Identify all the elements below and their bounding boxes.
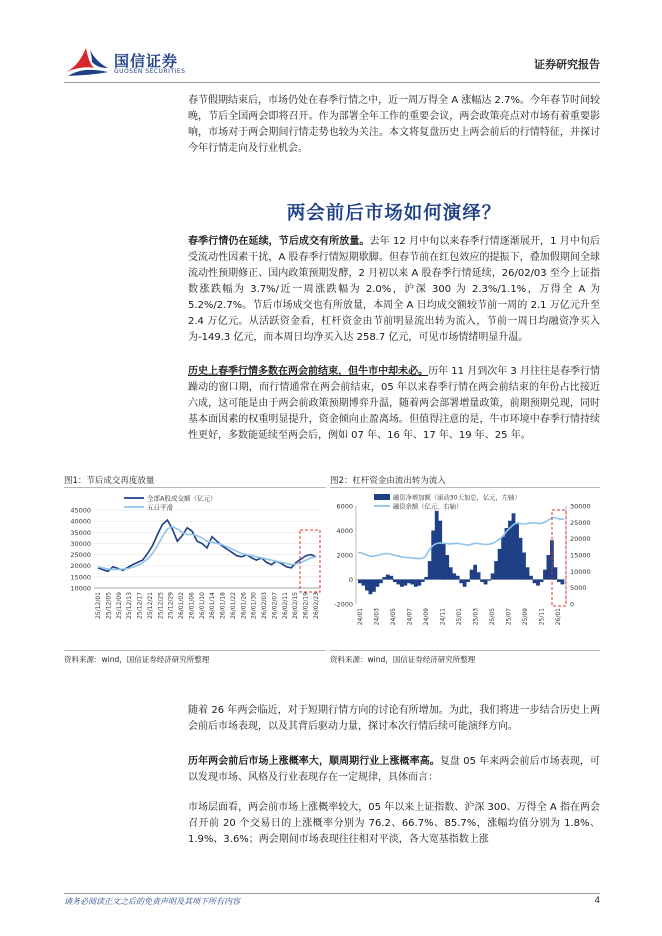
x-tick-label: 26/02/23 <box>313 592 320 619</box>
paragraph-market-level: 市场层面看，两会前市场上涨概率较大，05 年以来上证指数、沪深 300、万得全 A 指在两会召开前 20 个交易日的上涨概率分别为 76.2、66.7%、85.7%，涨幅均值分别为 1.8%、1.9%、3.6%；两会期间市场表现往往相对平淡，各大宽基指数上涨 <box>188 802 600 845</box>
y-tick-label: 20000 <box>70 562 91 571</box>
legend-label: 五日平滑 <box>147 503 173 512</box>
x-tick-label: 25/12/21 <box>146 592 154 619</box>
bar <box>417 580 421 586</box>
x-tick-label: 25/03 <box>472 608 480 626</box>
page-number: 4 <box>594 896 600 906</box>
bar <box>428 561 432 579</box>
chart-title: 图1：节后成交再度放量 <box>64 476 155 486</box>
x-tick-label: 26/01/18 <box>219 592 227 619</box>
bar <box>358 580 362 584</box>
bar <box>414 580 418 587</box>
y-tick-label: 10000 <box>70 584 91 593</box>
x-tick-label: 25/09 <box>522 608 529 626</box>
y-right-tick-label: 15000 <box>570 551 591 560</box>
bar <box>386 575 390 580</box>
bar <box>536 580 540 586</box>
margin-chart-plot <box>330 492 600 648</box>
bar <box>540 580 544 583</box>
bar <box>505 528 509 580</box>
bar <box>400 580 404 587</box>
legend-label: 融资净增加额（滚动30天加总，亿元，左轴） <box>393 494 521 502</box>
y-tick-label: 30000 <box>70 539 91 548</box>
legend-swatch <box>374 494 390 500</box>
bar <box>456 576 460 580</box>
y-tick-label: 40000 <box>70 517 91 526</box>
x-tick-label: 24/01 <box>357 608 364 626</box>
chart-title-divider <box>330 487 600 488</box>
x-tick-label: 25/12/05 <box>105 592 113 619</box>
bar <box>477 572 481 579</box>
bar <box>407 580 411 584</box>
bar <box>438 521 442 580</box>
chart-source: 资料来源：wind，国信证券经济研究所整理 <box>64 655 210 664</box>
y-tick-label: 15000 <box>70 573 91 582</box>
report-header <box>64 44 600 80</box>
chart-title-divider <box>64 487 326 488</box>
x-tick-label: 25/12/29 <box>167 592 175 619</box>
x-tick-label: 25/12/13 <box>126 592 134 619</box>
x-tick-label: 24/03 <box>373 608 381 626</box>
chart-source-divider <box>64 650 326 651</box>
bar <box>547 555 551 580</box>
y-right-tick-label: 30000 <box>570 502 591 511</box>
bar <box>452 573 456 579</box>
legend-label: 全部A股成交额（亿元） <box>147 494 217 503</box>
paragraph-body: 历年 11 月到次年 3 月往往是春季行情躁动的窗口期，而行情通常在两会前结束，05 年以来春季行情在两会前结束的年份占比接近六成，这可能是由于两会前政策预期博弈升温，随着两会部署增量政策，前期预期兑现，同时基本面因素的权重明显提升，资金倾向止盈离场。但值得注意的是，牛市环境中春季行情持续性更好，多数能延续至两会后，例如 07 年、16 年、17 年、19 年、25 年。 <box>188 366 600 441</box>
bar <box>362 580 366 586</box>
x-tick-label: 26/02/15 <box>292 592 300 619</box>
bar <box>421 580 425 583</box>
bar <box>522 553 526 580</box>
bar <box>396 580 400 585</box>
bar <box>515 523 519 579</box>
bar <box>533 580 537 584</box>
legend-label: 融资余额（亿元，右轴） <box>393 503 463 511</box>
bar <box>403 580 407 586</box>
y-right-tick-label: 10000 <box>570 567 591 576</box>
bar <box>382 577 386 580</box>
chart-turnover <box>64 470 326 670</box>
x-tick-label: 24/05 <box>390 608 397 626</box>
bar <box>410 580 414 585</box>
y-tick-label: 25000 <box>70 551 91 560</box>
x-tick-label: 26/02/03 <box>261 592 269 619</box>
y-right-tick-label: 20000 <box>570 535 591 544</box>
y-right-tick-label: 25000 <box>570 518 591 527</box>
paragraph-probability <box>188 754 600 786</box>
x-tick-label: 26/01/14 <box>209 592 217 619</box>
x-tick-label: 26/01/30 <box>250 592 258 619</box>
bar <box>484 580 488 585</box>
bar <box>431 531 435 580</box>
x-tick-label: 26/01/10 <box>198 592 206 619</box>
chart-source-divider <box>330 650 600 651</box>
logo-chinese-name: 国信证券 <box>114 52 179 70</box>
logo-english-name: GUOSEN SECURITIES <box>114 68 186 75</box>
bar <box>498 549 502 580</box>
bar <box>529 576 533 580</box>
bar <box>561 580 565 585</box>
x-tick-label: 25/12/01 <box>95 592 102 619</box>
y-right-tick-label: 0 <box>570 600 575 609</box>
x-tick-label: 26/01/06 <box>188 592 196 619</box>
x-tick-label: 26/01/02 <box>178 592 186 619</box>
x-tick-label: 26/02/07 <box>271 592 279 619</box>
bar <box>372 580 376 592</box>
footer-disclaimer: 请务必阅读正文之后的免责声明及其项下所有内容 <box>64 897 240 906</box>
series-line <box>358 517 564 558</box>
x-tick-label: 25/12/17 <box>136 592 144 619</box>
x-tick-label: 25/05 <box>489 608 496 626</box>
paragraph-body: 去年 12 月中旬以来春季行情逐渐展开，1 月中旬后受流动性因素干扰，A 股春季行情短期歇脚。但春节前在红包效应的提振下，叠加假期间全球流动性预期修正、国内政策预期发酵，2 月初以来 A 股春季行情延续，26/02/03 至今上证指数涨跌幅为 3.7%/近一周涨跌幅为 2.0%，沪深 300 为 2.3%/1.1%，万得全 A 为 5.2%/2.7%。节后市场成交也有所放量，本周全 A 日均成交额较节前一周的 2.1 万亿元升至 2.4 万亿元。从活跃资金看，杠杆资金由节前明显流出转为流入，节前一周日均融资净买入为-149.3 亿元，而本周日均净买入达 258.7 亿元，可见市场情绪明显升温。 <box>188 236 601 343</box>
bar <box>379 580 383 584</box>
guosen-logo-icon <box>64 44 110 80</box>
y-right-tick-label: 5000 <box>570 584 587 593</box>
bar <box>487 580 491 581</box>
x-tick-label: 25/12/25 <box>157 592 165 619</box>
bar <box>519 538 523 580</box>
footer-divider <box>64 893 600 894</box>
bar <box>473 565 477 580</box>
x-tick-label: 26/01/22 <box>229 592 237 619</box>
report-type-label: 证券研究报告 <box>534 58 600 71</box>
chart-source: 资料来源：wind，国信证券经济研究所整理 <box>330 655 476 664</box>
bar <box>554 567 558 579</box>
bar <box>445 555 449 580</box>
paragraph-body: 复盘 05 年来两会前后市场表现，可以发现市场、风格及行业表现存在一定规律，具体而言： <box>188 756 601 783</box>
x-tick-label: 25/07 <box>505 608 513 626</box>
y-left-tick-label: 0 <box>348 576 353 584</box>
y-left-tick-label: -2000 <box>334 600 353 609</box>
paragraph-history <box>188 364 600 444</box>
bar <box>466 580 470 583</box>
bar <box>393 580 397 583</box>
x-tick-label: 26/02/11 <box>281 592 289 619</box>
bar <box>526 567 530 579</box>
bar <box>501 537 505 580</box>
x-tick-label: 25/12/09 <box>115 592 123 619</box>
bar <box>369 580 373 595</box>
bar <box>449 567 453 579</box>
bar <box>376 580 380 587</box>
chart-title: 图2：杠杆资金由流出转为流入 <box>330 476 446 486</box>
y-tick-label: 35000 <box>70 528 91 537</box>
chart-margin-financing <box>330 470 600 670</box>
bar <box>442 543 446 580</box>
x-tick-label: 25/11 <box>538 608 546 626</box>
bar <box>557 580 561 583</box>
bar <box>543 570 547 580</box>
bar <box>480 580 484 583</box>
x-tick-label: 26/01/26 <box>240 592 248 619</box>
y-left-tick-label: 4000 <box>336 527 353 535</box>
bar <box>365 580 369 591</box>
section-title: 两会前后市场如何演绎？ <box>286 203 502 224</box>
paragraph-lead: 历年两会前后市场上涨概率大，顺周期行业上涨概率高。 <box>188 756 440 767</box>
bar <box>435 511 439 580</box>
paragraph-outlook: 随着 26 年两会临近，对于短期行情方向的讨论有所增加。为此，我们将进一步结合历史上两会前后市场表现，以及其背后驱动力量，探讨本次行情后续可能演绎方向。 <box>188 705 600 732</box>
bar <box>494 561 498 579</box>
bar <box>470 570 474 580</box>
bar <box>389 576 393 580</box>
bar <box>463 580 467 587</box>
x-tick-label: 26/01 <box>555 608 562 626</box>
y-tick-label: 45000 <box>70 506 91 515</box>
paragraph-spring-rally <box>188 234 600 346</box>
highlight-box <box>552 510 566 606</box>
turnover-chart-plot <box>64 492 326 648</box>
x-tick-label: 24/11 <box>439 608 447 626</box>
intro-paragraph: 春节假期结束后，市场仍处在春季行情之中，近一周万得全 A 涨幅达 2.7%。今年春节时间较晚，节后全国两会即将召开。作为部署全年工作的重要会议，两会政策亮点对市场有着重要影响，市场对于两会期间行情走势也较为关注。本文将复盘历史上两会前后的行情特征，并探讨今年行情走向及行业机会。 <box>188 95 600 154</box>
paragraph-lead: 历史上春季行情多数在两会前结束，但牛市中却未必。 <box>188 366 429 377</box>
paragraph-lead: 春季行情仍在延续，节后成交有所放量。 <box>188 236 370 247</box>
x-tick-label: 26/02/19 <box>302 592 310 619</box>
x-tick-label: 24/09 <box>423 608 430 626</box>
bar <box>491 573 495 579</box>
y-left-tick-label: 2000 <box>336 551 353 560</box>
y-left-tick-label: 6000 <box>336 502 353 511</box>
x-tick-label: 25/01 <box>456 608 463 626</box>
header-divider <box>64 82 600 83</box>
x-tick-label: 24/07 <box>406 608 414 626</box>
bar <box>424 577 428 580</box>
bar <box>459 580 463 584</box>
